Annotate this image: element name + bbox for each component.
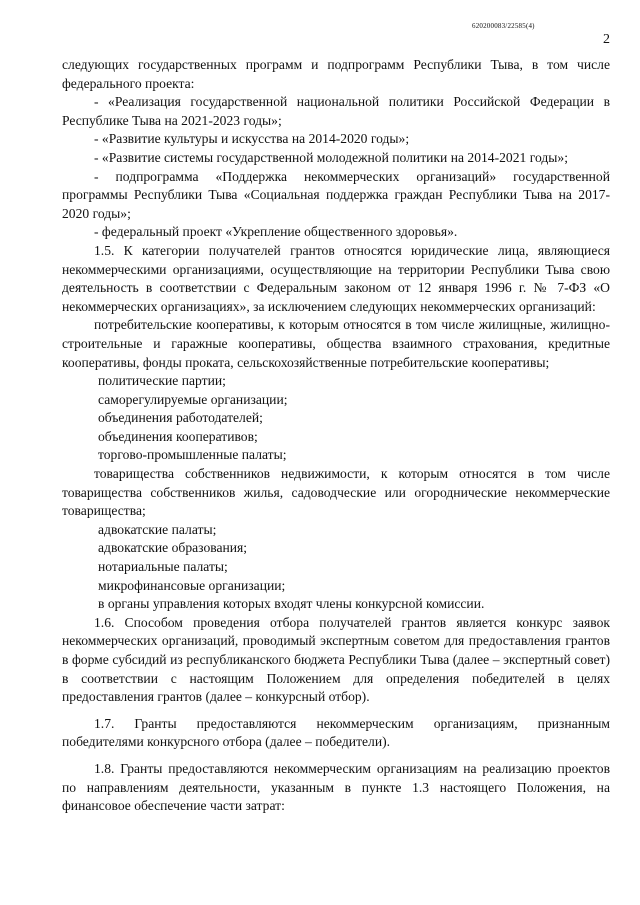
list-item: торгово-промышленные палаты; <box>98 447 287 463</box>
list-item: в органы управления которых входят члены конкурсной комиссии. <box>98 596 485 612</box>
paragraph: 1.5. К категории получателей грантов относятся юридические лица, являющиеся некоммерческими организациями, осуществляющие на территории Республики Тыва свою деятельность в соответствии с Федеральным законом от 12 января 1996 г. № 7-ФЗ «О некоммерческих организациях», за исключением следующих некоммерческих организаций: <box>62 242 610 314</box>
page-number: 2 <box>603 32 610 47</box>
document-body <box>62 56 610 816</box>
list-item: - федеральный проект «Укрепление общественного здоровья». <box>94 224 458 240</box>
list-item: - «Развитие культуры и искусства на 2014-2020 годы»; <box>94 131 410 147</box>
list-item: политические партии; <box>98 373 226 389</box>
list-item: саморегулируемые организации; <box>98 391 288 407</box>
paragraph: 1.8. Гранты предоставляются некоммерческим организациям на реализацию проектов по направлениям деятельности, указанным в пункте 1.3 настоящего Положения, на финансовое обеспечение части затрат: <box>62 760 610 814</box>
list-item: - «Развитие системы государственной молодежной политики на 2014-2021 годы»; <box>94 149 568 165</box>
paragraph: следующих государственных программ и подпрограмм Республики Тыва, в том числе федерального проекта: <box>62 57 610 91</box>
list-item: адвокатские палаты; <box>98 521 217 537</box>
list-item: нотариальные палаты; <box>98 559 228 575</box>
list-item: товарищества собственников недвижимости, к которым относятся в том числе товарищества собственников жилья, садоводческие или огороднические некоммерческие товарищества; <box>62 466 610 519</box>
list-item: потребительские кооперативы, к которым относятся в том числе жилищные, жилищно-строительные и гаражные кооперативы, общества взаимного страхования, кредитные кооперативы, фонды проката, сельскохозяйственные потребительские кооперативы; <box>62 317 610 370</box>
document-code: 620200083/22585(4) <box>472 22 535 30</box>
list-item: адвокатские образования; <box>98 540 248 556</box>
list-item: - «Реализация государственной национальной политики Российской Федерации в Республике Тыва на 2021-2023 годы»; <box>62 94 610 128</box>
paragraph: 1.6. Способом проведения отбора получателей грантов является конкурс заявок некоммерческих организаций, проводимый экспертным советом для предоставления грантов в форме субсидий из республиканского бюджета Республики Тыва (далее – экспертный совет) в соответствии с настоящим Положением для определения победителей в целях предоставления грантов (далее – конкурсный отбор). <box>62 614 610 705</box>
list-item: объединения работодателей; <box>98 410 263 426</box>
list-item: микрофинансовые организации; <box>98 577 286 593</box>
list-item: - подпрограмма «Поддержка некоммерческих организаций» государственной программы Республики Тыва «Социальная поддержка граждан Республики Тыва на 2017-2020 годы»; <box>62 168 610 221</box>
paragraph: 1.7. Гранты предоставляются некоммерческим организациям, признанным победителями конкурсного отбора (далее – победители). <box>62 715 610 750</box>
list-item: объединения кооперативов; <box>98 428 258 444</box>
